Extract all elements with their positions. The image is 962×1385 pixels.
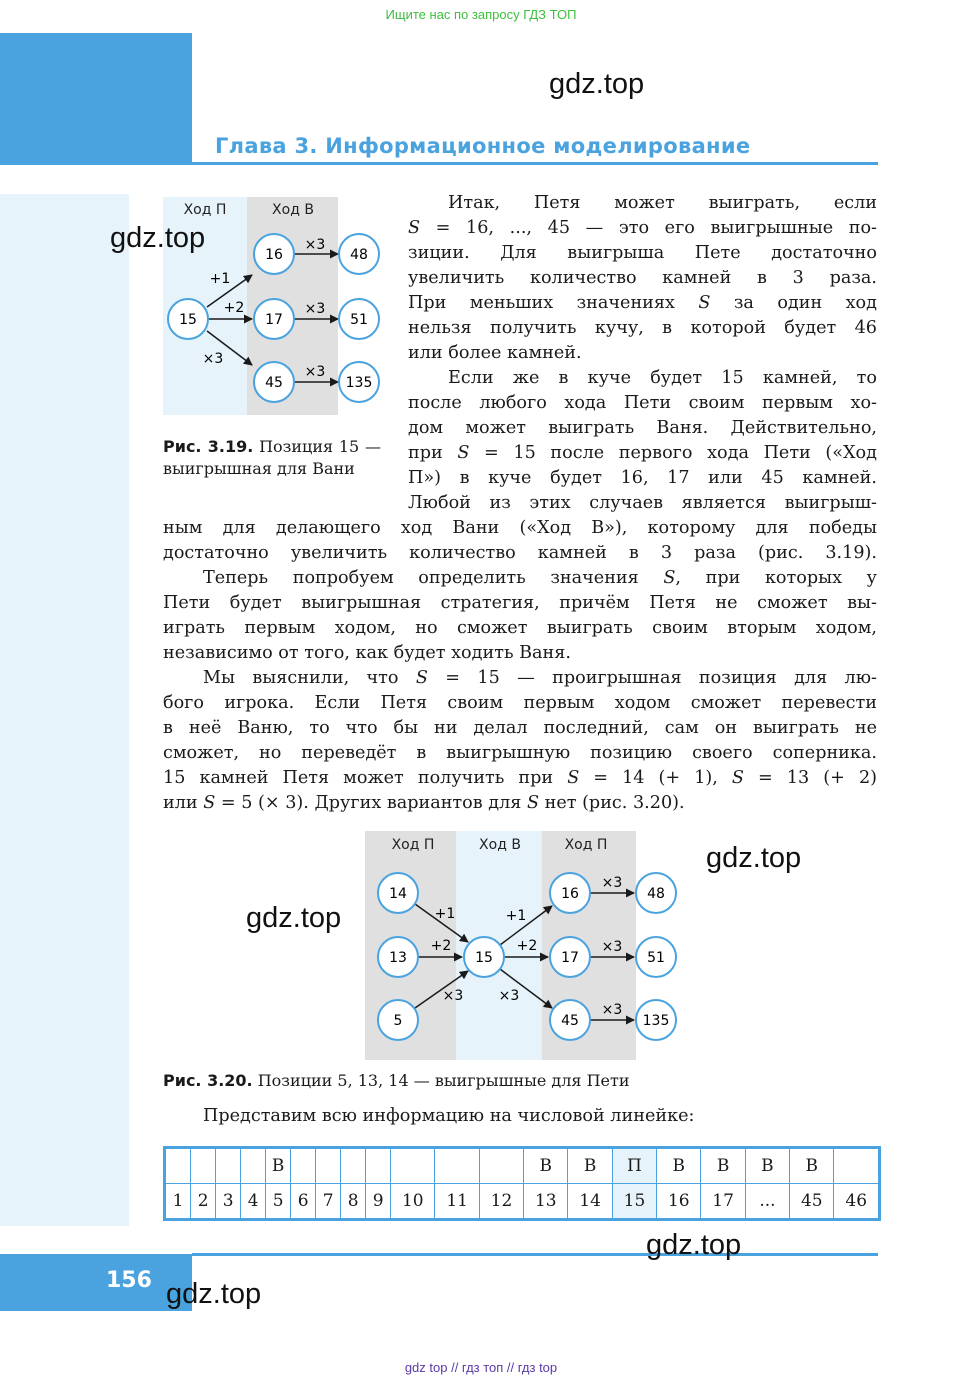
column-label-v: Ход В: [479, 837, 521, 853]
cell-label: В: [790, 1148, 834, 1184]
node-15: 15: [475, 950, 493, 966]
cell-number: 12: [479, 1184, 523, 1220]
caption-label: Рис. 3.20.: [163, 1071, 253, 1090]
cell-number: 17: [701, 1184, 745, 1220]
node-17: 17: [561, 950, 579, 966]
header-block: [0, 33, 192, 165]
cell-label: В: [701, 1148, 745, 1184]
cell-label: [366, 1148, 391, 1184]
text-line: При меньших значениях S за один ход: [408, 293, 877, 313]
cell-label: В: [745, 1148, 789, 1184]
node-13: 13: [389, 950, 407, 966]
caption-label: Рис. 3.19.: [163, 437, 254, 456]
cell-label: [479, 1148, 523, 1184]
cell-number: 9: [366, 1184, 391, 1220]
footer-rule: [192, 1253, 878, 1256]
watermark: gdz.top: [706, 842, 802, 874]
number-line-labels-row: [165, 1148, 880, 1184]
left-margin-stripe: [0, 194, 129, 1226]
watermark: gdz.top: [246, 902, 342, 934]
text-line: Если же в куче будет 15 камней, то: [448, 368, 877, 388]
text-line: Пети будет выигрышная стратегия, причём Петя не сможет вы-: [163, 593, 877, 613]
text-line: П») в куче будет 16, 17 или 45 камней.: [408, 468, 877, 488]
node-16: 16: [265, 247, 283, 263]
cell-number: 15: [612, 1184, 656, 1220]
text-line: Любой из этих случаев является выигрыш-: [408, 493, 877, 513]
edge-label-times3: ×3: [304, 364, 326, 380]
cell-label: В: [524, 1148, 568, 1184]
edge-label-times3: ×3: [442, 988, 464, 1004]
cell-number: 8: [341, 1184, 366, 1220]
text-line: сможет, но переведёт в выигрышную позицию своего соперника.: [163, 743, 877, 763]
column-label-p: Ход П: [391, 837, 435, 853]
watermark: gdz.top: [549, 68, 645, 100]
edge-label-times3: ×3: [601, 875, 623, 891]
edge-label-times3: ×3: [601, 939, 623, 955]
text-line: или более камней.: [408, 343, 582, 363]
cell-number: 4: [241, 1184, 266, 1220]
cell-number: 6: [291, 1184, 316, 1220]
cell-label: [316, 1148, 341, 1184]
main-paragraphs: [163, 516, 877, 816]
cell-number: 13: [524, 1184, 568, 1220]
figure-3-20: [364, 830, 682, 1062]
node-135: 135: [345, 375, 373, 391]
cell-label: [241, 1148, 266, 1184]
cell-number: 7: [316, 1184, 341, 1220]
top-note: Ищите нас по запросу ГДЗ ТОП: [385, 7, 577, 22]
text-line: увеличить количество камней в 3 раза.: [408, 268, 877, 288]
column-label-p: Ход П: [183, 202, 227, 218]
text-line: в неё Ваню, то что бы ни делал последний, сам он выиграть не: [163, 718, 877, 738]
text-line: независимо от того, как будет ходить Ваня.: [163, 643, 571, 663]
edge-label-times3: ×3: [601, 1002, 623, 1018]
cell-label: П: [612, 1148, 656, 1184]
caption-fig-3-19: [163, 436, 381, 480]
text-line: или S = 5 (× 3). Других вариантов для S нет (рис. 3.20).: [163, 793, 685, 813]
number-line: [163, 1146, 881, 1221]
cell-number: 11: [435, 1184, 479, 1220]
page-number: 156: [106, 1268, 152, 1293]
node-17: 17: [265, 312, 283, 328]
cell-number: 46: [834, 1184, 880, 1220]
cell-label: [341, 1148, 366, 1184]
cell-number: 14: [568, 1184, 612, 1220]
watermark: gdz.top: [646, 1229, 742, 1261]
node-14: 14: [389, 886, 407, 902]
cell-label: В: [266, 1148, 291, 1184]
bottom-note: gdz top // гдз топ // гдз top: [404, 1360, 558, 1375]
node-51: 51: [647, 950, 665, 966]
node-45: 45: [265, 375, 283, 391]
cell-number: 1: [165, 1184, 191, 1220]
text-line: достаточно увеличить количество камней в 3 раза (рис. 3.19).: [163, 543, 877, 563]
text-line: бого игрока. Если Петя своим первым ходом сможет перевести: [163, 693, 877, 713]
cell-number: 16: [657, 1184, 701, 1220]
watermark: gdz.top: [166, 1278, 262, 1310]
text-line: Итак, Петя может выиграть, если: [448, 193, 877, 213]
chapter-title: Глава 3. Информационное моделирование: [215, 134, 751, 158]
intro-line: Представим всю информацию на числовой линейке:: [203, 1106, 695, 1126]
column-label-v: Ход В: [272, 202, 314, 218]
cell-number: 2: [191, 1184, 216, 1220]
cell-label: [435, 1148, 479, 1184]
node-5: 5: [393, 1013, 403, 1029]
edge-label-times3: ×3: [304, 237, 326, 253]
cell-label: [291, 1148, 316, 1184]
caption-fig-3-20: [163, 1070, 877, 1092]
node-45: 45: [561, 1013, 579, 1029]
edge-label-plus2: +2: [430, 938, 452, 954]
caption-text: Позиции 5, 13, 14 — выигрышные для Пети: [257, 1071, 630, 1090]
cell-number: 5: [266, 1184, 291, 1220]
edge-label-plus1: +1: [434, 906, 456, 922]
cell-label: [216, 1148, 241, 1184]
number-line-numbers-row: [165, 1184, 880, 1220]
text-line: Теперь попробуем определить значения S, при которых у: [203, 568, 878, 588]
text-line: S = 16, ..., 45 — это его выигрышные по-: [408, 218, 877, 238]
text-line: зиции. Для выигрыша Пете достаточно: [408, 243, 877, 263]
edge-label-plus1: +1: [505, 908, 527, 924]
cell-number: 3: [216, 1184, 241, 1220]
node-48: 48: [647, 886, 665, 902]
cell-number: 10: [391, 1184, 435, 1220]
text-line: дом может выиграть Ваня. Действительно,: [408, 418, 877, 438]
node-135: 135: [642, 1013, 670, 1029]
text-line: играть первым ходом, но сможет выиграть своим вторым ходом,: [163, 618, 877, 638]
caption-text: Позиция 15 — выигрышная для Вани: [163, 437, 381, 478]
node-15: 15: [179, 312, 197, 328]
cell-label: [165, 1148, 191, 1184]
header-rule: [192, 162, 878, 165]
cell-label: [834, 1148, 880, 1184]
edge-label-times3: ×3: [202, 351, 224, 367]
edge-label-times3: ×3: [304, 301, 326, 317]
cell-number: 45: [790, 1184, 834, 1220]
cell-label: В: [568, 1148, 612, 1184]
watermark: gdz.top: [110, 222, 206, 254]
node-48: 48: [350, 247, 368, 263]
cell-label: В: [657, 1148, 701, 1184]
text-line: после любого хода Пети своим первым хо-: [408, 393, 877, 413]
cell-label: [191, 1148, 216, 1184]
node-16: 16: [561, 886, 579, 902]
node-51: 51: [350, 312, 368, 328]
text-line: 15 камней Петя может получить при S = 14 (+ 1), S = 13 (+ 2): [163, 768, 877, 788]
text-line: ным для делающего ход Вани («Ход В»), которому для победы: [163, 518, 877, 538]
edge-label-times3: ×3: [498, 988, 520, 1004]
edge-label-plus2: +2: [516, 938, 538, 954]
edge-label-plus2: +2: [223, 300, 245, 316]
cell-label: [391, 1148, 435, 1184]
text-line: Мы выяснили, что S = 15 — проигрышная позиция для лю-: [203, 668, 877, 688]
footer-block: [0, 1254, 192, 1311]
text-line: при S = 15 после первого хода Пети («Ход: [408, 443, 877, 463]
text-line: нельзя получить кучу, в которой будет 46: [408, 318, 877, 338]
column-label-p-2: Ход П: [564, 837, 608, 853]
edge-label-plus1: +1: [209, 271, 231, 287]
cell-number: ...: [745, 1184, 789, 1220]
right-paragraphs: [408, 191, 877, 516]
